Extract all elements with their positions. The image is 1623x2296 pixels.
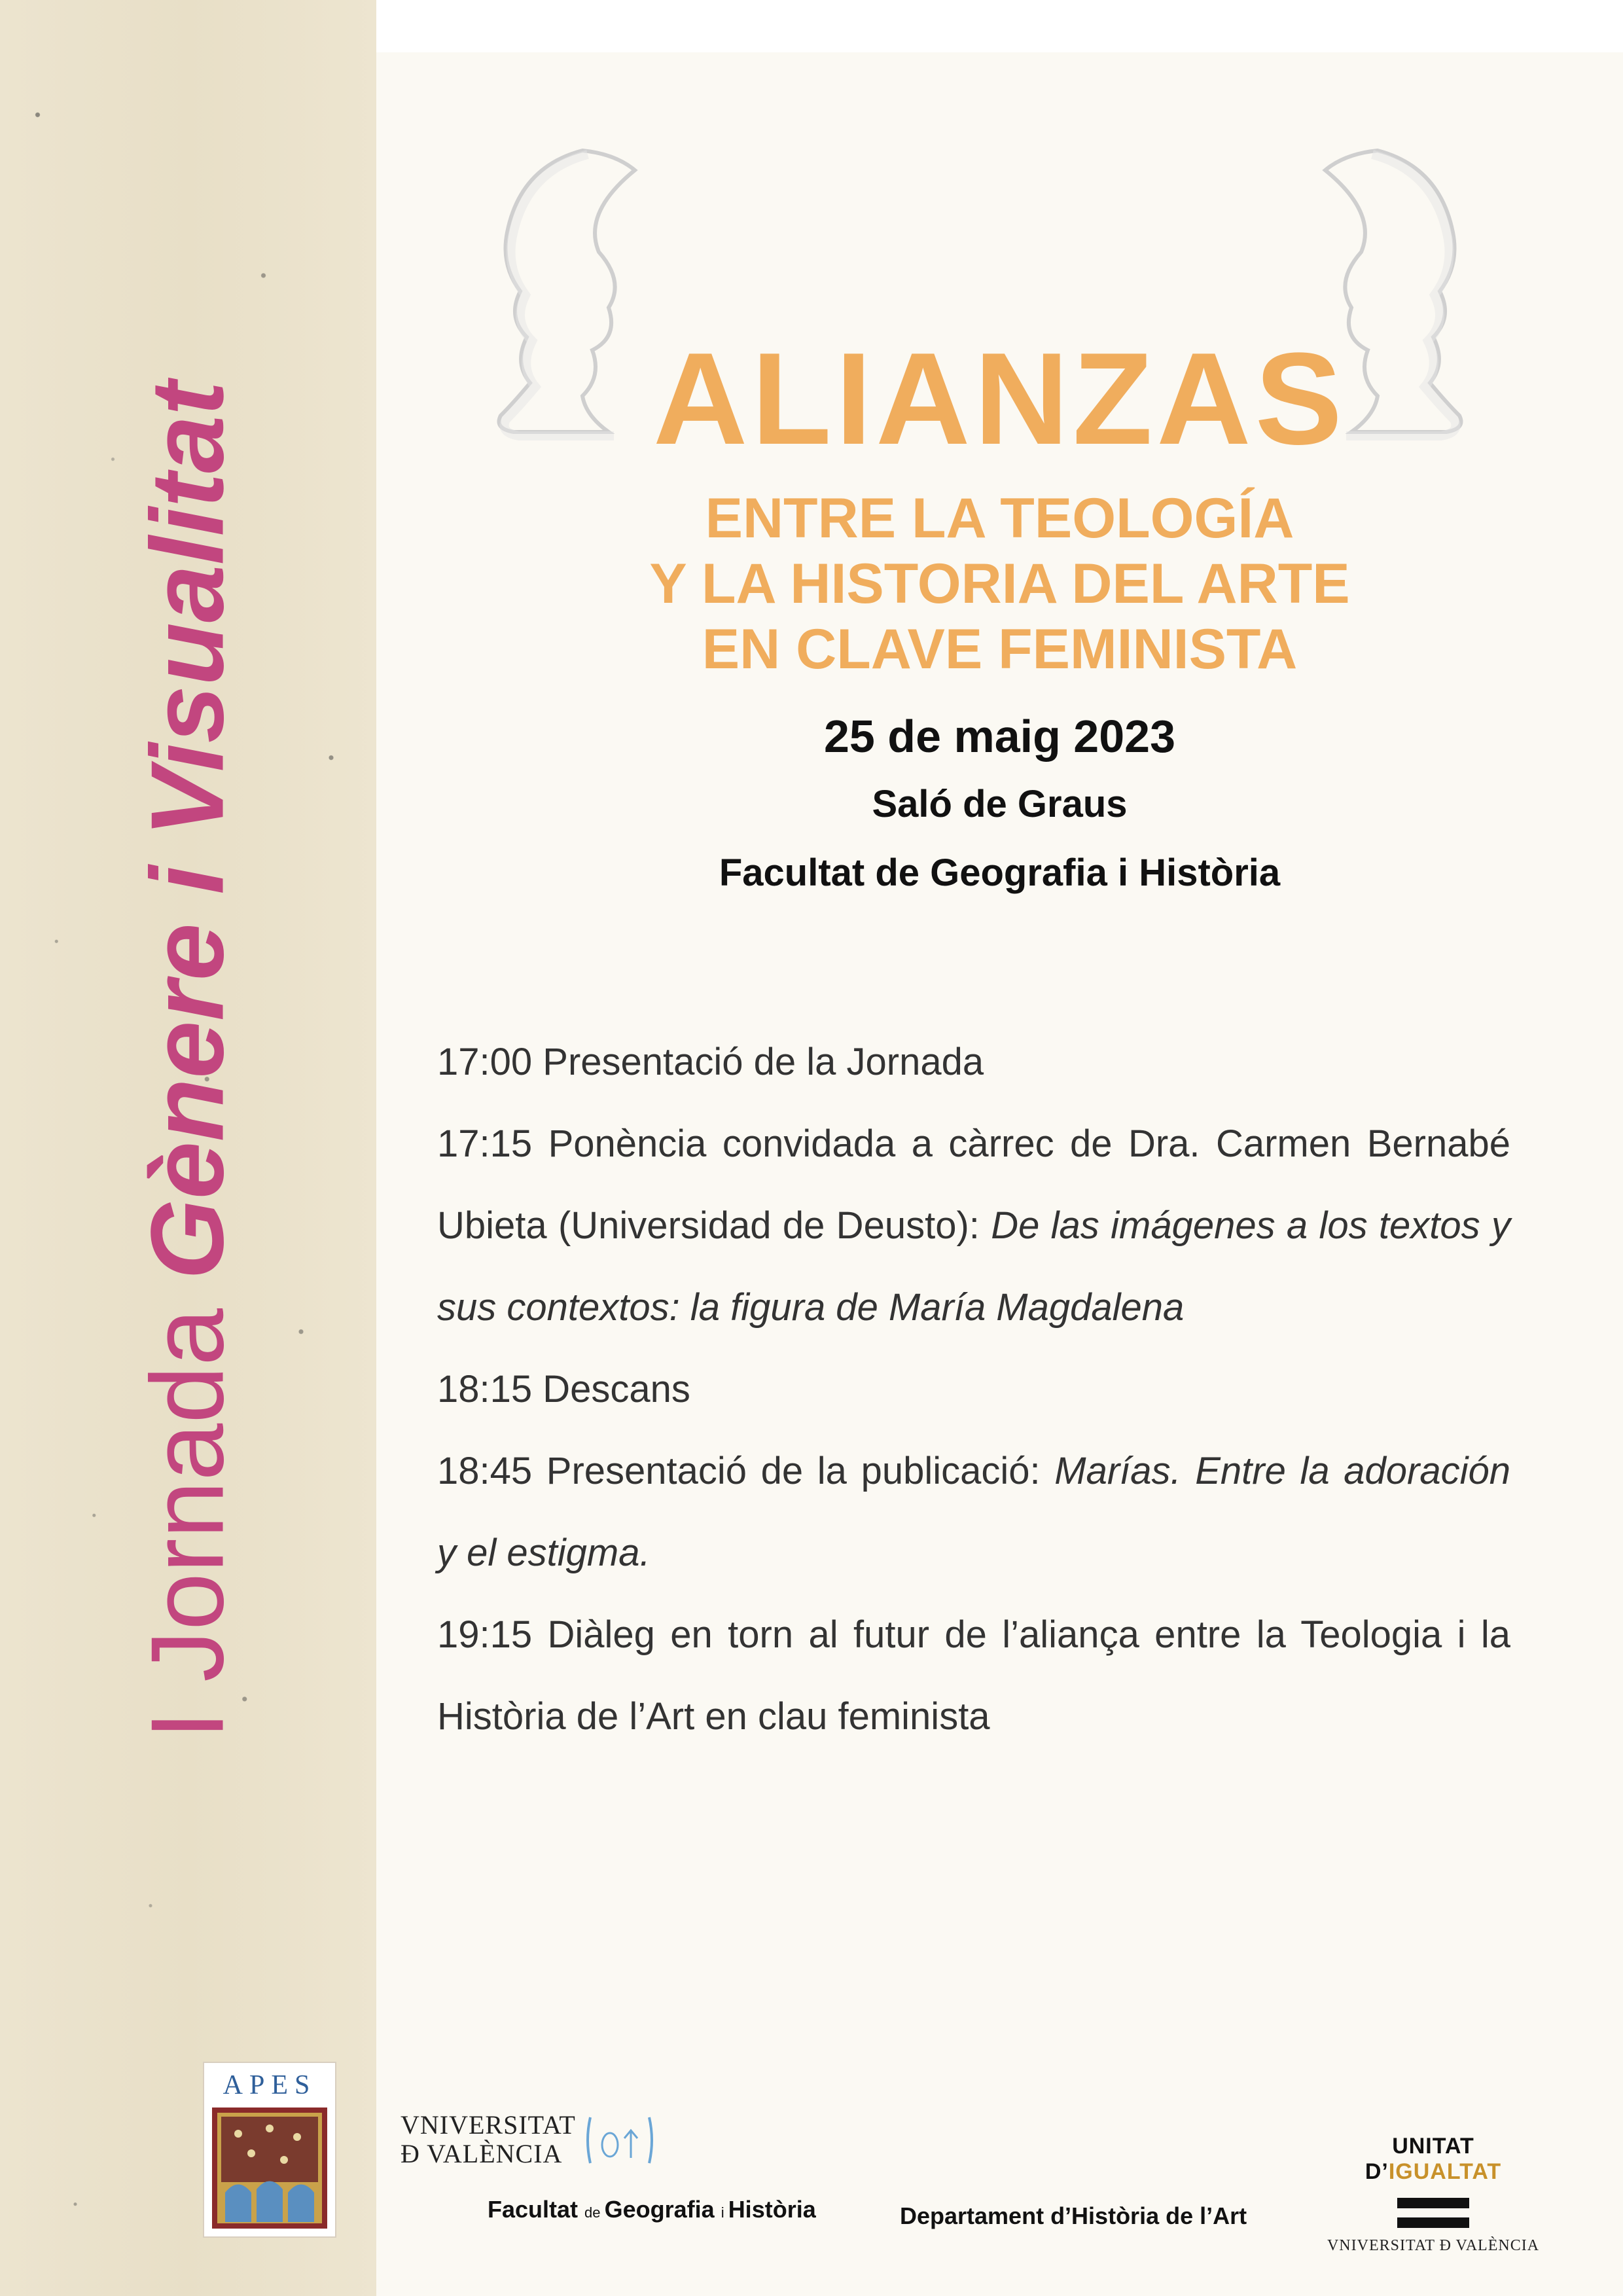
event-date: 25 de maig 2023 [824, 711, 1175, 762]
program-item-title: De las imágenes a los textos y sus contextos: la figura de María Magdalena [437, 1204, 1510, 1329]
faculty-logo-text [488, 2196, 816, 2223]
unitat-igualtat-title [1325, 2134, 1541, 2185]
program-item-text: 17:00 Presentació de la Jornada [437, 1041, 984, 1083]
program-item [437, 1348, 1510, 1430]
program-item-title: Marías. Entre la adoración y el estigma. [437, 1450, 1510, 1574]
sidebar [0, 0, 376, 2296]
program-item-text: 18:45 Presentació de la publicació: [437, 1450, 1055, 1492]
sidebar-vertical-title [129, 381, 247, 1739]
event-subtitle-line-3: EN CLAVE FEMINISTA [702, 618, 1298, 681]
department-name: Departament d’Història de l’Art [900, 2202, 1247, 2229]
program-list [437, 1021, 1510, 1757]
sidebar-title-regular: I Jornada [130, 1280, 245, 1740]
uv-name-line-1: VNIVERSITAT [401, 2110, 576, 2140]
uv-emblem-icon [584, 2111, 656, 2170]
program-item-text: 19:15 Diàleg en torn al futur de l’aliança entre la Teologia i la Història de l’Art en clau feminista [437, 1613, 1510, 1738]
apes-manuscript-image [212, 2108, 327, 2229]
faculty-word: Història [728, 2196, 816, 2223]
unitat-igualtat-word: UNITAT D’ [1364, 2134, 1474, 2184]
apes-logo [203, 2062, 336, 2238]
program-item-text: 18:15 Descans [437, 1368, 690, 1410]
unitat-igualtat-university: VNIVERSITAT Ð VALÈNCIA [1327, 2237, 1540, 2254]
sidebar-title-italic: Gènere i Visualitat [130, 381, 245, 1280]
event-subtitle-line-1: ENTRE LA TEOLOGÍA [705, 487, 1294, 550]
faculty-word: de [584, 2204, 605, 2221]
universitat-valencia-logo [401, 2111, 662, 2183]
equals-sign-icon [1397, 2198, 1469, 2228]
unitat-igualtat-word: IGUALTAT [1388, 2159, 1502, 2184]
event-venue-faculty: Facultat de Geografia i Història [719, 852, 1281, 894]
program-item [437, 1103, 1510, 1348]
program-item [437, 1594, 1510, 1757]
faculty-word: i [721, 2204, 728, 2221]
program-item-text: 17:15 Ponència convidada a càrrec de Dra. Carmen Bernabé Ubieta (Universidad de Deusto): [437, 1122, 1510, 1247]
uv-name-line-2: Ð VALÈNCIA [401, 2139, 563, 2168]
apes-logo-text: APES [223, 2070, 317, 2100]
event-subtitle-line-2: Y LA HISTORIA DEL ARTE [649, 552, 1350, 615]
faculty-word: Facultat [488, 2196, 585, 2223]
event-title: ALIANZAS [652, 326, 1347, 472]
unitat-igualtat-logo [1325, 2134, 1541, 2255]
program-item [437, 1021, 1510, 1103]
program-item [437, 1430, 1510, 1594]
event-venue-room: Saló de Graus [872, 783, 1128, 825]
faculty-word: Geografia [604, 2196, 721, 2223]
